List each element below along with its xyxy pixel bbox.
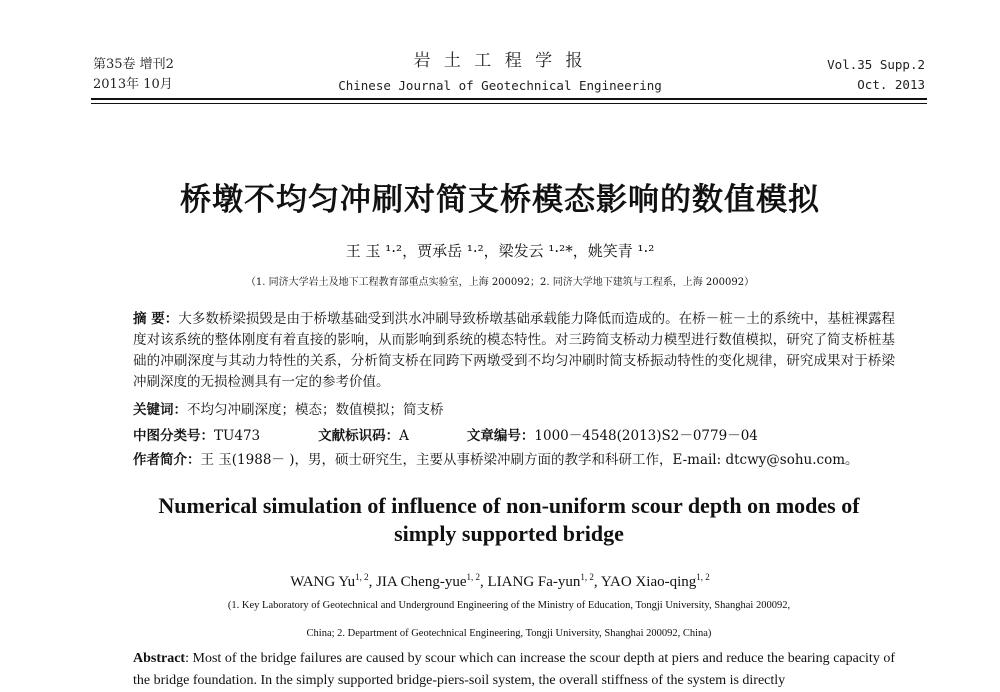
author-yao-affil: 1, 2: [696, 572, 710, 582]
bio-cn-label: 作者简介：: [133, 452, 201, 468]
author-jia-affil: 1, 2: [466, 572, 480, 582]
date-en: Oct. 2013: [857, 77, 925, 92]
article-no-label: 文章编号：: [466, 428, 535, 444]
volume-issue-en: Vol.35 Supp.2: [827, 57, 925, 72]
bio-cn-text: 王 玉(1988－ )，男，硕士研究生，主要从事桥梁冲刷方面的教学和科研工作，E-mail: dtcwy@sohu.com。: [200, 452, 859, 468]
header-rule-thin: [91, 103, 927, 104]
abstract-en-label: Abstract: [133, 651, 186, 666]
affiliation-en-line-1: (1. Key Laboratory of Geotechnical and Underground Engineering of the Ministry of Education, Tongji University, Shanghai 200092,: [227, 600, 791, 611]
abstract-cn-label: 摘 要：: [133, 311, 179, 327]
abstract-en-text: Most of the bridge failures are caused by scour which can increase the scour depth at piers and reduce the bearing capacity of the bridge foundation. In the simply supported bridge-piers-soil system, the overall stiffness of the system is directly: [133, 651, 896, 688]
journal-title-en: Chinese Journal of Geotechnical Engineering: [338, 78, 662, 93]
abstract-cn-text: 大多数桥梁损毁是由于桥墩基础受到洪水冲刷导致桥墩基础承载能力降低而造成的。在桥－桩－土的系统中，基桩裸露程度对该系统的整体刚度有着直接的影响，从而影响到系统的模态特性。对三跨简支桥动力模型进行数值模拟，研究了简支桥桩基础的冲刷深度与其动力特性的关系，分析简支桥在同跨下两墩受到不均匀冲刷时简支桥振动特性的变化规律，研究成果对于桥梁冲刷深度的无损检测具有一定的参考价值。: [133, 311, 895, 390]
clc-value: TU473: [214, 428, 261, 444]
doc-code-value: A: [399, 428, 409, 444]
author-bio-cn: [133, 450, 895, 471]
doc-code-label: 文献标识码：: [318, 428, 400, 444]
author-wang-affil: 1, 2: [355, 572, 369, 582]
affiliation-en-line-2: China; 2. Department of Geotechnical Engineering, Tongji University, Shanghai 200092, China): [306, 628, 712, 639]
header-rule-thick: [91, 98, 927, 100]
abstract-cn: [133, 309, 895, 393]
author-yao: YAO Xiao-qing: [600, 574, 697, 590]
authors-en: WANG Yu$^{1, 2}$, JIA Cheng-yue$^{1, 2}$, LIANG Fa-yun$^{1, 2}$, YAO Xiao-qing$^{1, 2}$: [290, 572, 710, 590]
paper-title-en: Numerical simulation of influence of non-uniform scour depth on modes of simply supported bridge: [158, 493, 860, 546]
date-cn: 2013年 10月: [93, 77, 173, 92]
keywords-cn-label: 关键词：: [133, 402, 187, 418]
classification-line: [133, 426, 895, 447]
volume-issue-cn: 第35卷 增刊2: [93, 57, 174, 72]
journal-title-cn: 岩 土 工 程 学 报: [413, 51, 587, 71]
paper-title-cn: 桥墩不均匀冲刷对简支桥模态影响的数值模拟: [180, 182, 820, 218]
author-liang: LIANG Fa-yun: [487, 574, 581, 590]
authors-cn: 王 玉 ¹·²，贾承岳 ¹·²，梁发云 ¹·²*，姚笑青 ¹·²: [345, 242, 655, 260]
article-no-value: 1000－4548(2013)S2－0779－04: [534, 428, 758, 444]
clc-label: 中图分类号：: [133, 428, 214, 444]
keywords-cn: [133, 400, 895, 421]
abstract-en: Abstract: Most of the bridge failures are caused by scour which can increase the scour depth at piers and reduce the bearing capacity of the bridge foundation. In the simply supported bridge-piers-soil system, the overall stiffness of the system is directly: [133, 651, 896, 688]
author-wang: WANG Yu: [290, 574, 356, 590]
author-jia: JIA Cheng-yue: [376, 574, 467, 590]
author-liang-affil: 1, 2: [580, 572, 594, 582]
affiliation-cn: （1. 同济大学岩土及地下工程教育部重点实验室，上海 200092；2. 同济大学地下建筑与工程系，上海 200092）: [245, 277, 755, 288]
keywords-cn-text: 不均匀冲刷深度；模态；数值模拟；简支桥: [187, 402, 444, 418]
